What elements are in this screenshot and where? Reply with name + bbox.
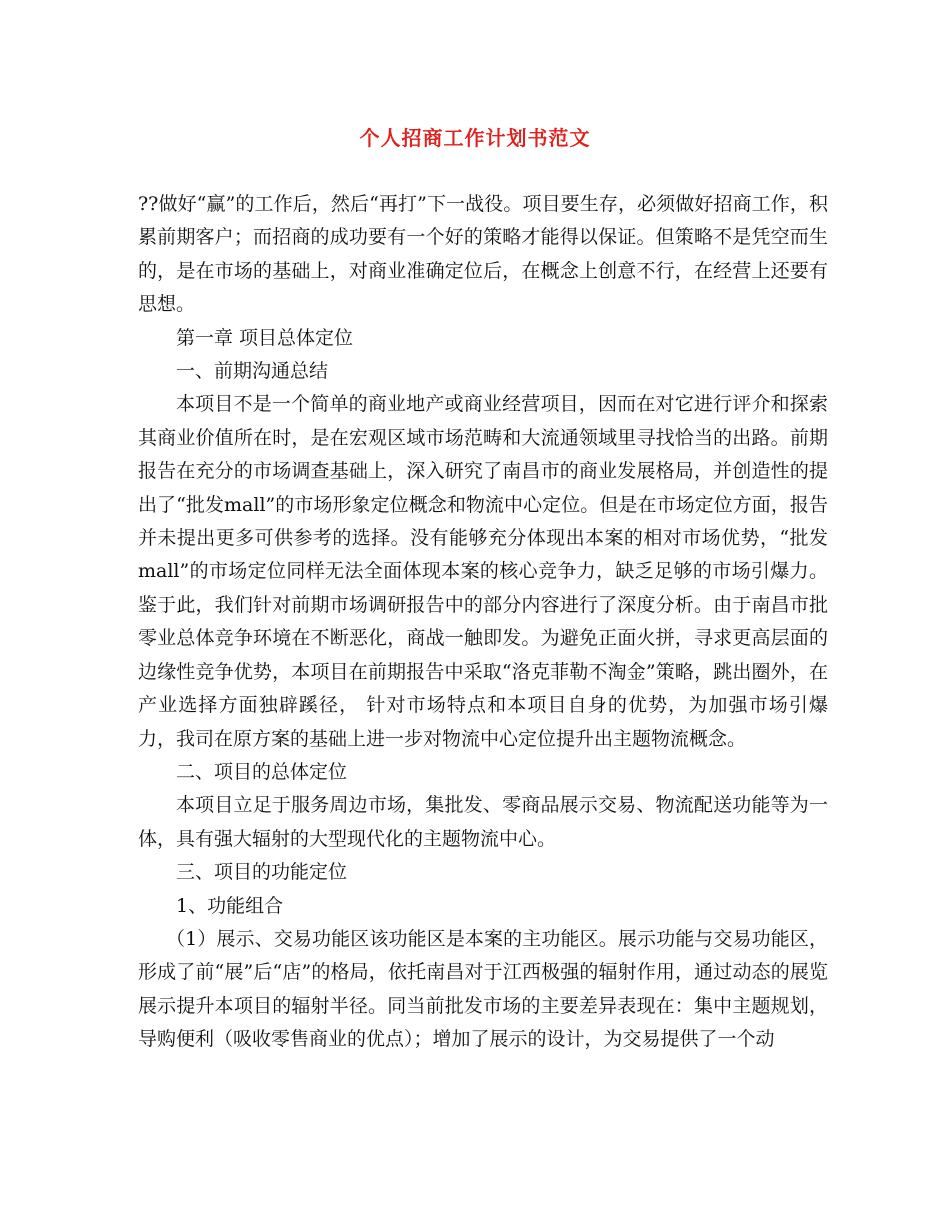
section-heading-3: 三、项目的功能定位 — [176, 861, 348, 884]
document-body — [138, 188, 828, 1057]
subsection-heading: 1、功能组合 — [176, 894, 284, 917]
paragraph-positioning: 本项目立足于服务周边市场，集批发、零商品展示交易、物流配送功能等为一体，具有强大辐射的大型现代化的主题物流中心。 — [138, 794, 828, 850]
paragraph-function-area: （1）展示、交易功能区该功能区是本案的主功能区。展示功能与交易功能区，形成了前“展”后“店”的格局，依托南昌对于江西极强的辐射作用，通过动态的展览展示提升本项目的辐射半径。同当前批发市场的主要差异表现在：集中主题规划，导购便利（吸收零售商业的优点）；增加了展示的设计，为交易提供了一个动 — [138, 927, 828, 1051]
paragraph-intro: ??做好“赢”的工作后，然后“再打”下一战役。项目要生存，必须做好招商工作，积累前期客户；而招商的成功要有一个好的策略才能得以保证。但策略不是凭空而生的，是在市场的基础上，对商业准确定位后，在概念上创意不行，在经营上还要有思想。 — [138, 193, 828, 316]
chapter-heading: 第一章 项目总体定位 — [176, 326, 354, 349]
document-title: 个人招商工作计划书范文 — [359, 126, 591, 150]
section-heading-1: 一、前期沟通总结 — [176, 360, 329, 383]
section-heading-2: 二、项目的总体定位 — [176, 760, 348, 783]
paragraph-summary: 本项目不是一个简单的商业地产或商业经营项目，因而在对它进行评介和探索其商业价值所在时，是在宏观区域市场范畴和大流通领域里寻找恰当的出路。前期报告在充分的市场调查基础上，深入研究了南昌市的商业发展格局，并创造性的提出了“批发mall”的市场形象定位概念和物流中心定位。但是在市场定位方面，报告并未提出更多可供参考的选择。没有能够充分体现出本案的相对市场优势，“批发mall”的市场定位同样无法全面体现本案的核心竞争力，缺乏足够的市场引爆力。鉴于此，我们针对前期市场调研报告中的部分内容进行了深度分析。由于南昌市批零业总体竞争环境在不断恶化，商战一触即发。为避免正面火拼，寻求更高层面的边缘性竞争优势，本项目在前期报告中采取“洛克菲勒不淘金”策略，跳出圈外，在产业选择方面独辟蹊径， 针对市场特点和本项目自身的优势，为加强市场引爆力，我司在原方案的基础上进一步对物流中心定位提升出主题物流概念。 — [138, 393, 828, 750]
